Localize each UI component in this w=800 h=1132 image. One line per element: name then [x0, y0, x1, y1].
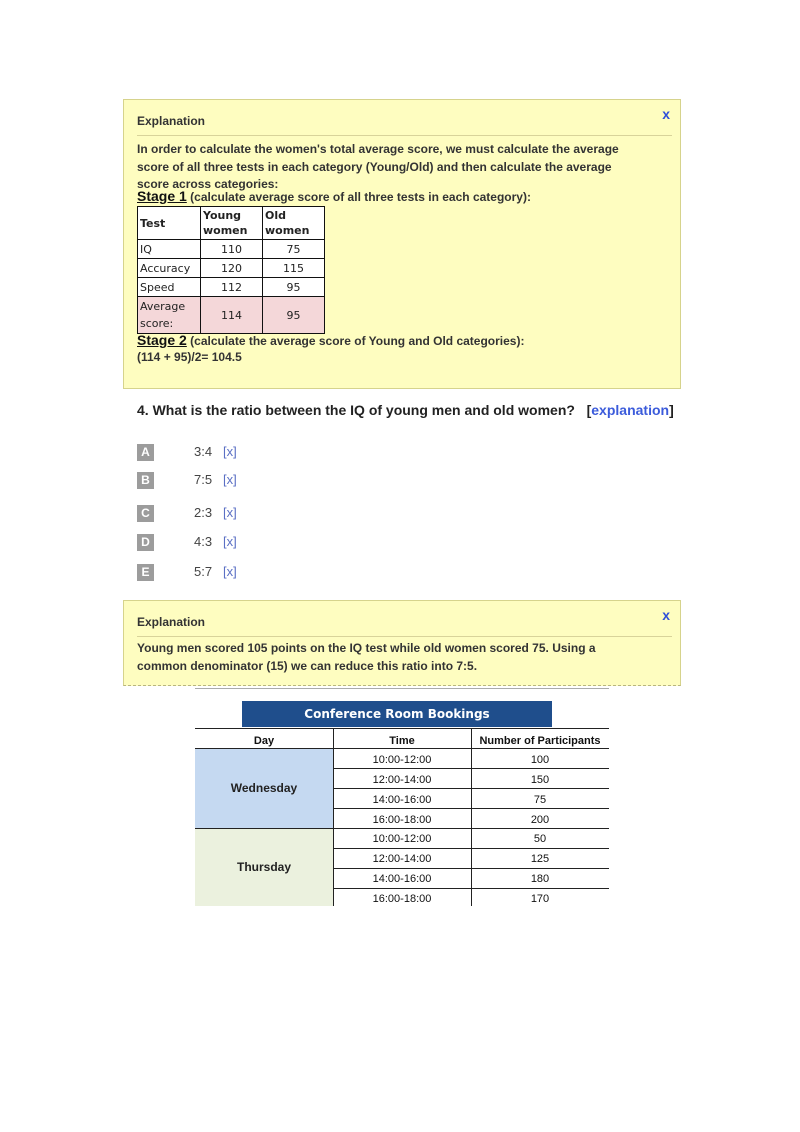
explanation-link[interactable]: explanation [591, 402, 670, 418]
participants-cell: 50 [533, 833, 547, 845]
participants-cell: 125 [530, 853, 550, 865]
answer-option-d[interactable] [137, 534, 337, 552]
average-label-line1: Average [140, 300, 186, 313]
explanation-line: In order to calculate the women's total average score, we must calculate the average [137, 142, 619, 156]
explanation-text [137, 640, 657, 675]
cell-old: 95 [263, 278, 325, 297]
option-answer[interactable]: 4:3 [194, 534, 213, 549]
time-cell: 10:00-12:00 [372, 754, 432, 766]
option-letter[interactable]: C [137, 505, 154, 522]
header-time: Time [389, 735, 415, 747]
explanation-line: Young men scored 105 points on the IQ test while old women scored 75. Using a [137, 641, 596, 655]
average-row [138, 297, 325, 334]
close-explanation-button[interactable]: x [662, 106, 670, 122]
participants-cell: 200 [530, 814, 550, 826]
bracket-open: [ [586, 402, 592, 418]
option-answer[interactable]: 7:5 [194, 472, 213, 487]
participants-cell: 170 [530, 893, 550, 905]
grid-line [333, 728, 334, 906]
eliminate-option-button[interactable]: [x] [223, 534, 237, 549]
time-cell: 16:00-18:00 [372, 814, 432, 826]
header-young-line2: women [203, 224, 248, 237]
cell-test: Speed [138, 278, 201, 297]
grid-line [471, 728, 472, 906]
option-letter[interactable]: A [137, 444, 154, 461]
option-answer[interactable]: 5:7 [194, 564, 213, 579]
cell-average-label [138, 297, 201, 334]
time-cell: 14:00-16:00 [372, 873, 432, 885]
answer-option-c[interactable] [137, 505, 337, 523]
cell-test: IQ [138, 240, 201, 259]
stage-2-result: (114 + 95)/2= 104.5 [137, 350, 242, 364]
time-cell: 10:00-12:00 [372, 833, 432, 845]
stage-2-heading [137, 332, 524, 348]
stage-2-label: Stage 2 [137, 332, 187, 348]
average-label-line2: score: [140, 317, 174, 330]
answer-option-a[interactable] [137, 444, 337, 462]
header-day: Day [253, 735, 275, 747]
bookings-table [195, 688, 609, 906]
cell-average-old: 95 [263, 297, 325, 334]
divider [137, 135, 672, 136]
participants-cell: 180 [530, 873, 550, 885]
divider [195, 688, 609, 689]
header-young-women [201, 207, 263, 240]
divider [137, 636, 672, 637]
table-row [138, 259, 325, 278]
eliminate-option-button[interactable]: [x] [223, 564, 237, 579]
cell-test: Accuracy [138, 259, 201, 278]
header-test: Test [138, 207, 201, 240]
explanation-text [137, 141, 657, 194]
eliminate-option-button[interactable]: [x] [223, 505, 237, 520]
grid-line [195, 828, 609, 829]
stage-1-text: (calculate average score of all three tests in each category): [186, 190, 531, 204]
grid-line [195, 728, 609, 729]
cell-young: 110 [201, 240, 263, 259]
bookings-title: Conference Room Bookings [242, 701, 552, 727]
cell-old: 115 [263, 259, 325, 278]
participants-cell: 150 [530, 774, 550, 786]
explanation-title: Explanation [137, 114, 206, 128]
stage-1-heading [137, 188, 531, 204]
question-label: 4. What is the ratio between the IQ of young men and old women? [137, 402, 575, 418]
header-young-line1: Young [203, 209, 242, 222]
participants-cell: 100 [530, 754, 550, 766]
answer-option-e[interactable] [137, 564, 337, 582]
table-row [138, 240, 325, 259]
time-cell: 14:00-16:00 [372, 794, 432, 806]
cell-young: 112 [201, 278, 263, 297]
cell-average-young: 114 [201, 297, 263, 334]
time-cell: 16:00-18:00 [372, 893, 432, 905]
answer-explanation-panel [123, 600, 681, 686]
participants-cell: 75 [533, 794, 547, 806]
eliminate-option-button[interactable]: [x] [223, 444, 237, 459]
time-cell: 12:00-14:00 [372, 774, 432, 786]
eliminate-option-button[interactable]: [x] [223, 472, 237, 487]
close-explanation-button[interactable]: x [662, 607, 670, 623]
explanation-title: Explanation [137, 615, 206, 629]
option-letter[interactable]: E [137, 564, 154, 581]
day-cell-wednesday: Wednesday [195, 748, 333, 828]
explanation-panel [123, 99, 681, 389]
cell-young: 120 [201, 259, 263, 278]
explanation-line: common denominator (15) we can reduce this ratio into 7:5. [137, 658, 478, 673]
time-cell: 12:00-14:00 [372, 853, 432, 865]
option-letter[interactable]: B [137, 472, 154, 489]
stage-2-text: (calculate the average score of Young and Old categories): [186, 334, 525, 348]
explanation-line: score of all three tests in each category (Young/Old) and then calculate the average [137, 159, 612, 174]
option-answer[interactable]: 2:3 [194, 505, 213, 520]
cell-old: 75 [263, 240, 325, 259]
day-cell-thursday: Thursday [195, 828, 333, 906]
explanation-line: score across categories: [137, 177, 279, 191]
answer-option-b[interactable] [137, 472, 337, 490]
header-old-women [263, 207, 325, 240]
grid-line [195, 748, 609, 749]
header-old-line1: Old [265, 209, 286, 222]
header-old-line2: women [265, 224, 310, 237]
stage-1-label: Stage 1 [137, 188, 187, 204]
header-participants: Number of Participants [479, 735, 601, 747]
table-row [138, 278, 325, 297]
bracket-close: ] [669, 402, 674, 418]
option-letter[interactable]: D [137, 534, 154, 551]
scores-table [137, 206, 325, 334]
question-text [137, 402, 674, 418]
option-answer[interactable]: 3:4 [194, 444, 213, 459]
